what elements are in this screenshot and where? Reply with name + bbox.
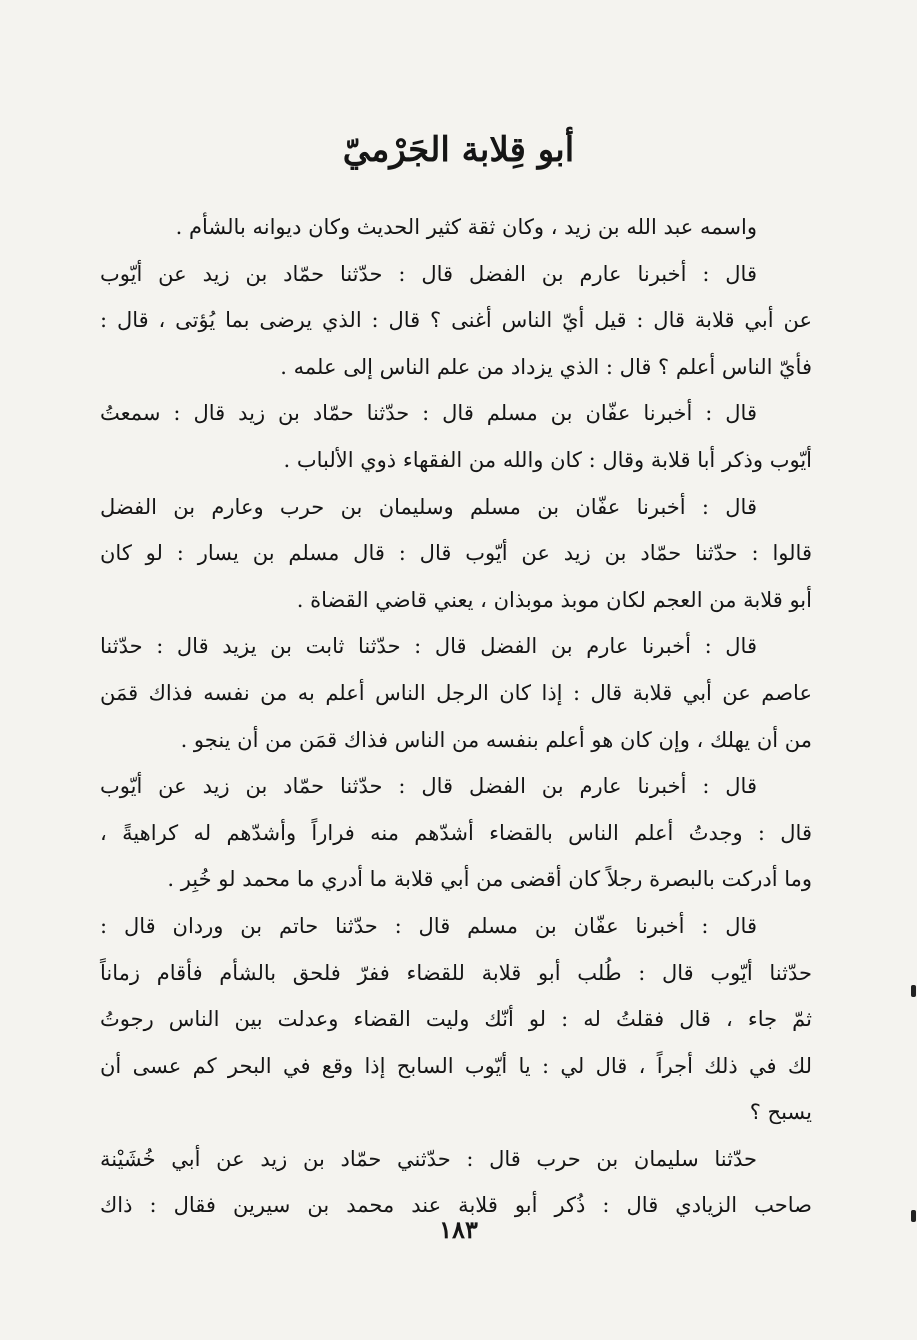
scan-edge-mark [911, 985, 916, 997]
text-line: وما أدركت بالبصرة رجلاً كان أقضى من أبي قلابة ما أدري ما محمد لو خُبِر . [167, 867, 812, 892]
text-line: قال : أخبرنا عفّان بن مسلم وسليمان بن حرب وعارم بن الفضل [100, 494, 757, 519]
text-line: حدّثنا أيّوب قال : طُلب أبو قلابة للقضاء ففرّ فلحق بالشأم فأقام زماناً [100, 960, 812, 985]
text-line: حدّثنا سليمان بن حرب قال : حدّثني حمّاد بن زيد عن أبي خُشَيْنة [100, 1146, 757, 1171]
page-number: ١٨٣ [439, 1215, 478, 1244]
text-line: صاحب الزيادي قال : ذُكر أبو قلابة عند محمد بن سيرين فقال : ذاك [100, 1193, 812, 1218]
text-line: أبو قلابة من العجم لكان موبذ موبذان ، يعني قاضي القضاة . [296, 587, 812, 612]
text-line: فأيّ الناس أعلم ؟ قال : الذي يزداد من علم الناس إلى علمه . [280, 354, 812, 379]
text-line: قال : أخبرنا عارم بن الفضل قال : حدّثنا حمّاد بن زيد عن أيّوب [100, 261, 757, 286]
text-line: قال : أخبرنا عارم بن الفضل قال : حدّثنا ثابت بن يزيد قال : حدّثنا [100, 634, 757, 659]
text-line: ثمّ جاء ، قال فقلتُ له : لو أنّك وليت القضاء وعدلت بين الناس رجوتُ [100, 1007, 812, 1032]
text-line: قال : وجدتُ أعلم الناس بالقضاء أشدّهم منه فراراً وأشدّهم له كراهيةً ، [100, 820, 812, 845]
text-line: قال : أخبرنا عفّان بن مسلم قال : حدّثنا حمّاد بن زيد قال : سمعتُ [100, 401, 757, 426]
text-line: أيّوب وذكر أبا قلابة وقال : كان والله من الفقهاء ذوي الألباب . [283, 447, 812, 472]
scan-edge-mark [911, 1210, 916, 1222]
text-line: عن أبي قلابة قال : قيل أيّ الناس أغنى ؟ قال : الذي يرضى بما يُؤتى ، قال : [100, 308, 812, 333]
text-line: قال : أخبرنا عارم بن الفضل قال : حدّثنا حمّاد بن زيد عن أيّوب [100, 774, 757, 799]
text-line: عاصم عن أبي قلابة قال : إذا كان الرجل الناس أعلم به من نفسه فذاك قمَن [100, 680, 812, 705]
text-line: من أن يهلك ، وإن كان هو أعلم بنفسه من الناس فذاك قمَن من أن ينجو . [180, 727, 812, 752]
text-line: يسبح ؟ [749, 1100, 812, 1125]
text-line: قال : أخبرنا عفّان بن مسلم قال : حدّثنا حاتم بن وردان قال : [100, 913, 757, 938]
page-title: أبو قِلابة الجَرْميّ [342, 130, 575, 170]
text-line: واسمه عبد الله بن زيد ، وكان ثقة كثير الحديث وكان ديوانه بالشأم . [175, 215, 757, 239]
text-line: لك في ذلك أجراً ، قال لي : يا أيّوب السابح إذا وقع في البحر كم عسى أن [100, 1053, 812, 1078]
body-text [100, 204, 812, 1229]
text-line: قالوا : حدّثنا حمّاد بن زيد عن أيّوب قال : قال مسلم بن يسار : لو كان [100, 541, 812, 566]
